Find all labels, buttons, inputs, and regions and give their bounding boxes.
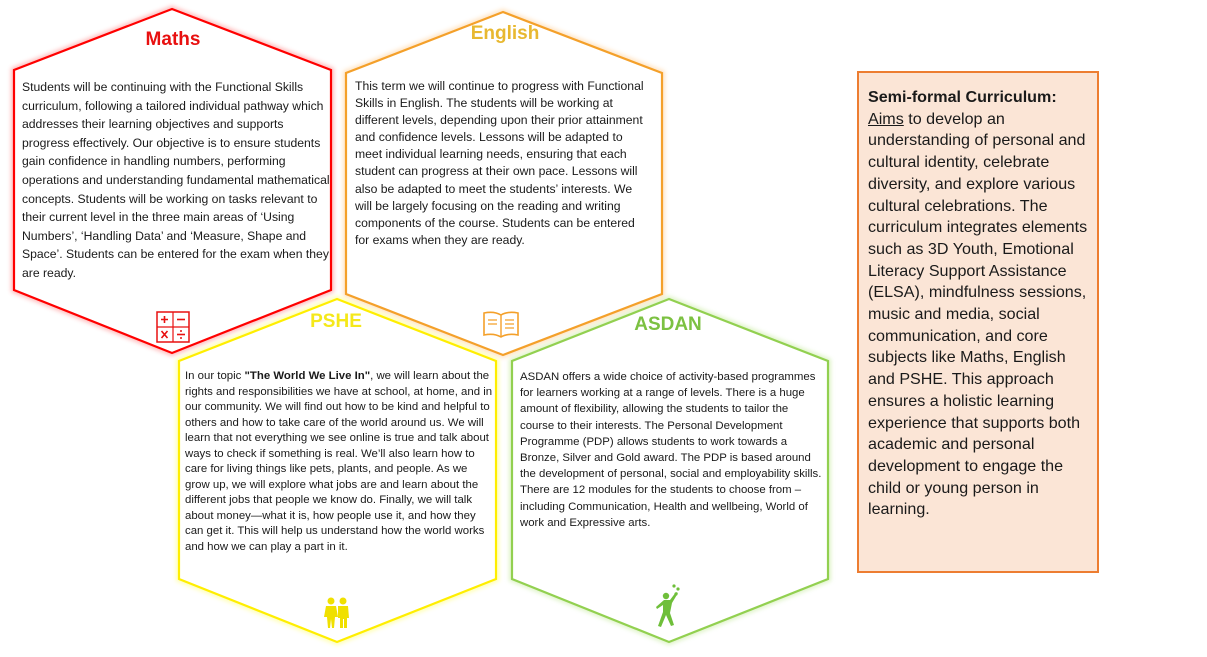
panel-aims-word: Aims xyxy=(868,109,904,128)
juggler-icon xyxy=(652,583,682,631)
pshe-topic-name: "The World We Live In" xyxy=(244,370,371,382)
english-description: This term we will continue to progress with Functional Skills in English. The students will be working at different levels, depending upon their prior attainment and confidence levels. Lessons will be adapted to meet individual learning needs, ensuring that each student can progress at their own pace. Lessons will also be adapted to meet the students’ interests. We will be largely focusing on the reading and writing components of the course. Students can be entered for exams when they are ready. xyxy=(355,79,644,247)
semi-formal-curriculum-panel xyxy=(857,71,1099,573)
english-title: English xyxy=(470,23,540,44)
asdan-title: ASDAN xyxy=(634,314,702,335)
maths-title: Maths xyxy=(145,29,201,50)
calculator-icon xyxy=(156,311,190,343)
panel-body: to develop an understanding of personal and cultural identity, celebrate diversity, and explore various cultural celebrations. The curriculum integrates elements such as 3D Youth, Emotional Literacy Support Assistance (ELSA), mindfulness sessions, music and media, social communication, and core subjects like Maths, English and PSHE. This approach ensures a holistic learning experience that supports both academic and personal development to engage the child or young person in learning. xyxy=(868,109,1088,519)
pshe-description-intro: In our topic xyxy=(185,370,245,382)
panel-heading: Semi-formal Curriculum: xyxy=(868,88,1057,106)
pshe-description xyxy=(185,369,493,555)
maths-description: Students will be continuing with the Functional Skills curriculum, following a tailored individual pathway which addresses their learning objectives and supports progress effectively. Our objective is to ensure students gain confidence in handling numbers, performing operations and understanding fundamental mathematical concepts. Students will be working on tasks relevant to their current level in the three main areas of ‘Using Numbers’, ‘Handling Data’ and ‘Measure, Shape and Space’. Students can be entered for the exam when they are ready. xyxy=(22,80,330,280)
open-book-icon xyxy=(481,309,521,339)
pshe-title: PSHE xyxy=(310,311,362,332)
two-people-icon xyxy=(323,597,351,629)
pshe-description-rest: , we will learn about the rights and responsibilities we have at school, at home, and in our community. We will find out how to be kind and helpful to others and how to take care of the world around us. We will learn that not everything we see online is true and talk about ways to check if something is real. We’ll also learn how to care for living things like pets, plants, and people. As we grow up, we will explore what jobs are and learn about the different jobs that people we know do. Finally, we will talk about money—what it is, how people use it, and how they can get it. This will help us understand how the world works and how we can play a part in it. xyxy=(185,370,493,553)
asdan-description: ASDAN offers a wide choice of activity-based programmes for learners working at a range of levels. There is a huge amount of flexibility, allowing the students to tailor the course to their interests. The Personal Development Programme (PDP) allows students to work towards a Bronze, Silver and Gold award. The PDP is based around the development of personal, social and employability skills. There are 12 modules for the students to choose from – including Communication, Health and wellbeing, World of work and Expressive arts. xyxy=(520,371,822,529)
